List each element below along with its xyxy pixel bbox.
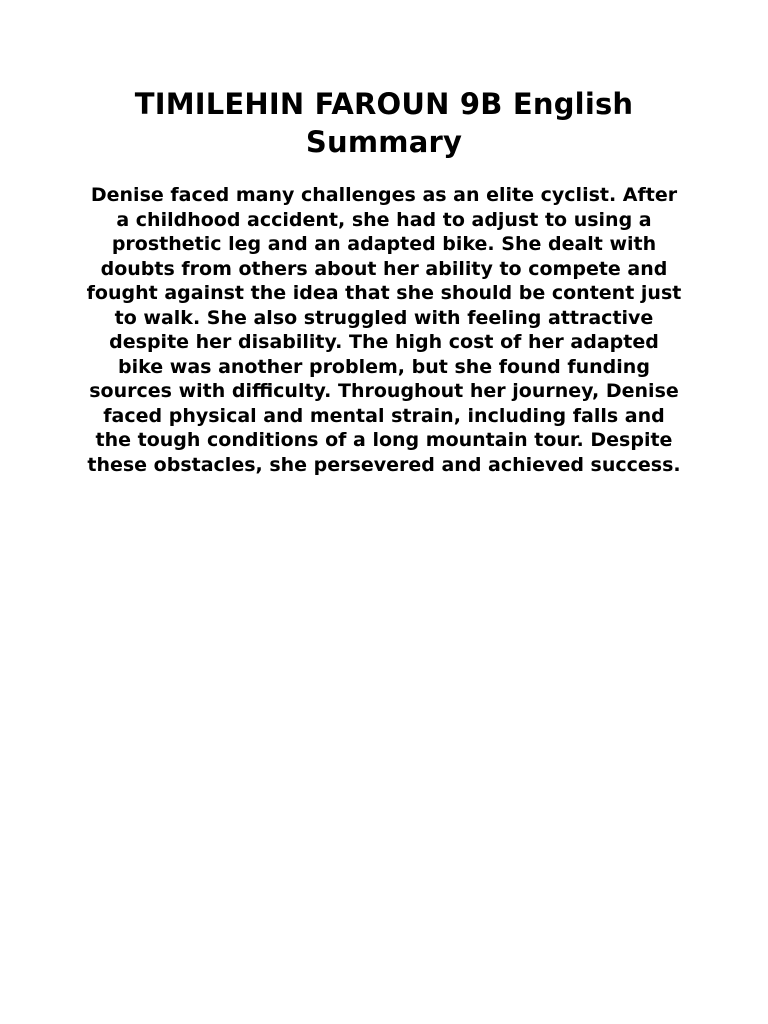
document-title: TIMILEHIN FAROUN 9B English Summary bbox=[134, 87, 634, 159]
summary-paragraph: Denise faced many challenges as an elite cyclist. After a childhood accident, she had to adjust to using a prosthetic leg and an adapted bike. She dealt with doubts from others about her ability to compete and fought against the idea that she should be content just to walk. She also struggled with feeling attractive despite her disability. The high cost of her adapted bike was another problem, but she found funding sources with difficulty. Throughout her journey, Denise faced physical and mental strain, including falls and the tough conditions of a long mountain tour. Despite these obstacles, she persevered and achieved success. bbox=[86, 184, 682, 476]
